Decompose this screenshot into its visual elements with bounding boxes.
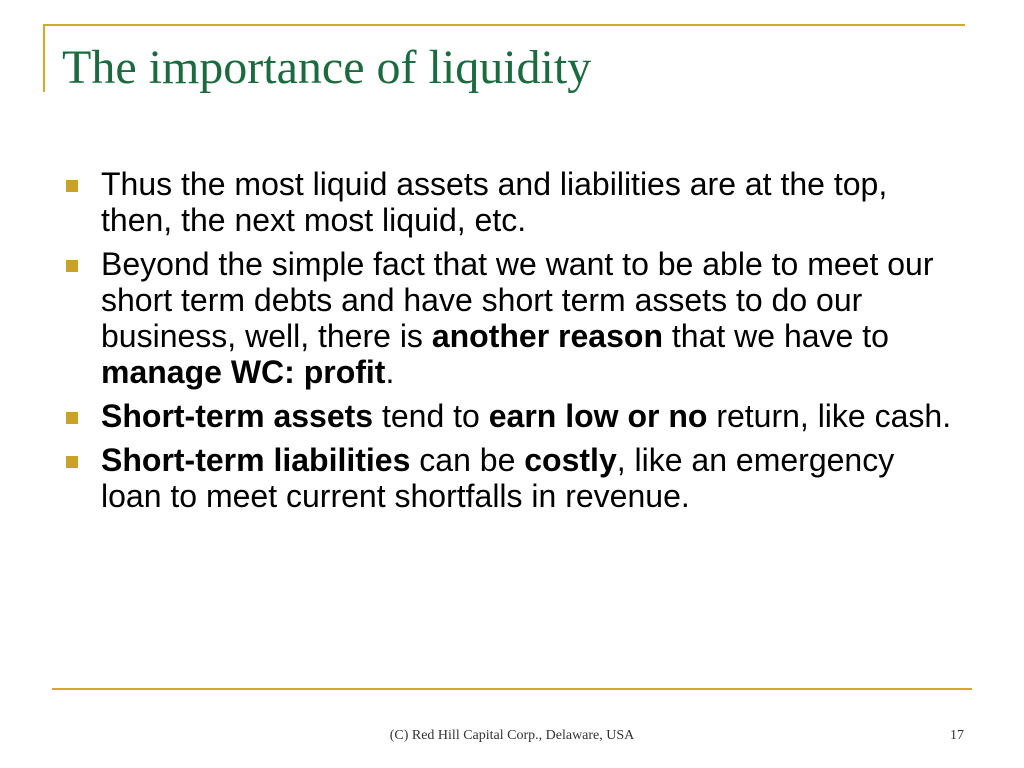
bullet-item: [58, 246, 958, 390]
bullet-text: .: [385, 354, 395, 390]
bullet-text: return, like cash.: [707, 398, 952, 434]
bullet-text: can be: [410, 442, 525, 478]
bullet-emphasis-text: Short-term liabilities: [101, 442, 411, 478]
bullet-emphasis-text: Short-term assets: [101, 398, 374, 434]
bullet-emphasis-text: earn low or no: [488, 398, 708, 434]
footer-text: (C) Red Hill Capital Corp., Delaware, USA: [389, 728, 635, 743]
bullet-emphasis-text: manage WC: profit: [101, 354, 386, 390]
bullet-emphasis-text: another reason: [431, 318, 663, 354]
bullet-text: Beyond the simple fact that we want to be able to meet our short term debts and have short term assets to do our business, well, there is: [101, 246, 934, 354]
square-bullet-icon: [66, 456, 78, 468]
bullet-item: [58, 166, 958, 238]
top-rule: [43, 24, 965, 26]
square-bullet-icon: [66, 180, 78, 192]
bullet-text: Thus the most liquid assets and liabilities are at the top, then, the next most liquid, etc.: [101, 166, 888, 238]
left-rule: [43, 24, 45, 92]
bottom-rule: [52, 688, 972, 690]
page-number: 17: [950, 728, 964, 743]
bullet-text: tend to: [373, 398, 489, 434]
bullet-item: [58, 442, 958, 514]
slide-title: The importance of liquidity: [62, 41, 592, 94]
square-bullet-icon: [66, 260, 78, 272]
bullet-text: , like an emergency loan to meet current shortfalls in revenue.: [101, 442, 895, 514]
square-bullet-icon: [66, 412, 78, 424]
bullet-list: [58, 166, 958, 522]
bullet-text: that we have to: [662, 318, 889, 354]
bullet-emphasis-text: costly: [524, 442, 617, 478]
bullet-item: [58, 398, 958, 434]
